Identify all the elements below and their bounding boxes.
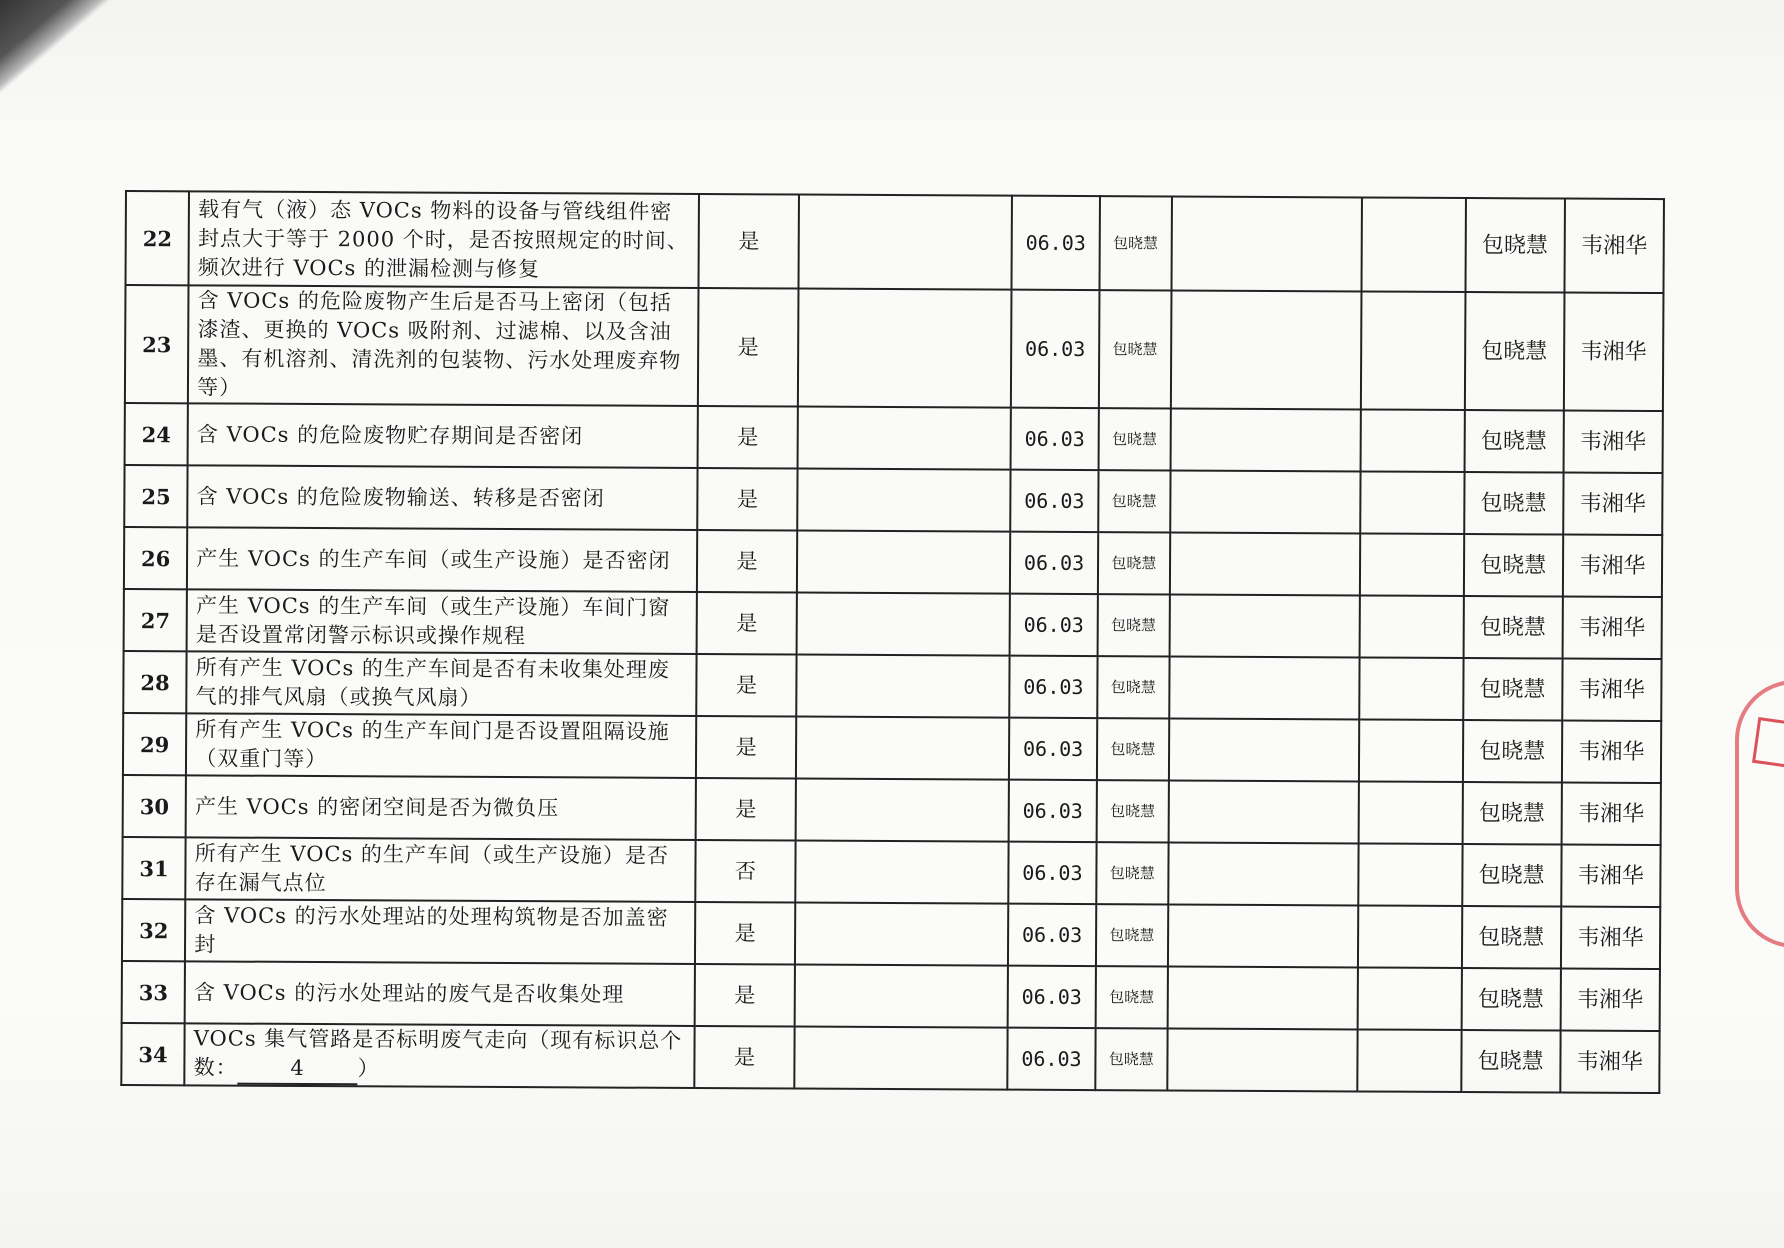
- reviewer-name: 韦湘华: [1563, 535, 1663, 598]
- check-date: 06.03: [1009, 842, 1097, 904]
- inspector-name: 包晓慧: [1462, 844, 1561, 907]
- remarks-cell: [796, 593, 1010, 656]
- check-date: 06.03: [1009, 718, 1097, 780]
- table-row: [123, 651, 1661, 721]
- signature-cell: 包晓慧: [1099, 196, 1172, 290]
- check-item: 产生 VOCs 的生产车间（或生产设施）是否密闭: [187, 527, 698, 592]
- signature-cell: 包晓慧: [1096, 904, 1168, 966]
- inspector-name: 包晓慧: [1464, 472, 1563, 535]
- remarks-cell: [797, 407, 1011, 470]
- check-item: [185, 1023, 696, 1088]
- check-date: 06.03: [1009, 780, 1097, 842]
- check-result: 是: [696, 778, 795, 841]
- remarks-cell: [797, 289, 1011, 408]
- page-corner-fold: [0, 0, 111, 120]
- check-result: 是: [695, 902, 794, 965]
- table-row: [122, 961, 1660, 1031]
- signature-cell: 包晓慧: [1096, 842, 1168, 904]
- blank-cell: [1170, 532, 1360, 595]
- inspector-name: 包晓慧: [1464, 292, 1564, 411]
- check-result: 是: [695, 1026, 794, 1089]
- blank-cell: [1168, 904, 1358, 967]
- check-item: 含 VOCs 的危险废物输送、转移是否密闭: [187, 465, 698, 530]
- table-row: [124, 527, 1662, 597]
- inspector-name: 包晓慧: [1463, 658, 1562, 721]
- row-number: 24: [125, 403, 189, 465]
- remarks-cell: [794, 965, 1008, 1028]
- row-number: 30: [123, 775, 187, 837]
- check-item: 所有产生 VOCs 的生产车间门是否设置阻隔设施（双重门等）: [186, 713, 697, 778]
- blank-cell: [1171, 290, 1361, 409]
- check-date: 06.03: [1010, 532, 1098, 594]
- blank-cell: [1358, 781, 1462, 844]
- reviewer-name: 韦湘华: [1564, 199, 1664, 294]
- blank-cell: [1357, 967, 1461, 1030]
- check-item: 所有产生 VOCs 的生产车间是否有未收集处理废气的排气风扇（或换气风扇）: [186, 651, 697, 716]
- reviewer-name: 韦湘华: [1561, 907, 1661, 970]
- remarks-cell: [796, 531, 1010, 594]
- signature-cell: 包晓慧: [1095, 966, 1167, 1028]
- row-number: 23: [125, 285, 189, 403]
- inspector-name: 包晓慧: [1462, 782, 1561, 845]
- blank-cell: [1170, 408, 1360, 471]
- remarks-cell: [794, 1027, 1008, 1090]
- row-number: 27: [124, 589, 188, 651]
- row-number: 32: [122, 899, 186, 961]
- blank-cell: [1357, 1029, 1461, 1092]
- check-item-prefix: VOCs 集气管路是否标明废气走向（现有标识总个数：: [193, 1026, 683, 1080]
- blank-cell: [1167, 1028, 1357, 1091]
- table-row: [126, 191, 1664, 293]
- reviewer-name: 韦湘华: [1563, 473, 1663, 536]
- signature-cell: 包晓慧: [1097, 594, 1169, 656]
- inspector-name: 包晓慧: [1462, 906, 1561, 969]
- blank-cell: [1168, 842, 1358, 905]
- table-row: [122, 899, 1660, 969]
- check-result: 是: [697, 530, 796, 593]
- inspection-table: [120, 190, 1665, 1094]
- reviewer-name: 韦湘华: [1560, 1031, 1660, 1094]
- reviewer-name: 韦湘华: [1562, 721, 1662, 784]
- check-result: 是: [697, 592, 796, 655]
- blank-cell: [1358, 843, 1462, 906]
- check-result: 是: [698, 406, 797, 469]
- check-result: 是: [696, 716, 795, 779]
- remarks-cell: [795, 903, 1009, 966]
- blank-cell: [1169, 718, 1359, 781]
- check-result: 否: [696, 840, 795, 903]
- blank-cell: [1361, 197, 1465, 292]
- signature-cell: 包晓慧: [1098, 532, 1170, 594]
- inspector-name: 包晓慧: [1463, 720, 1562, 783]
- signature-cell: 包晓慧: [1096, 780, 1168, 842]
- signature-cell: 包晓慧: [1098, 408, 1170, 470]
- signature-cell: 包晓慧: [1097, 718, 1169, 780]
- check-date: 06.03: [1011, 408, 1099, 470]
- table-row: [122, 837, 1660, 907]
- inspector-name: 包晓慧: [1464, 410, 1563, 473]
- reviewer-name: 韦湘华: [1561, 845, 1661, 908]
- row-number: 29: [123, 713, 187, 775]
- signature-cell: 包晓慧: [1097, 656, 1169, 718]
- table-row: [123, 713, 1661, 783]
- table-row: [125, 285, 1664, 411]
- remarks-cell: [796, 655, 1010, 718]
- blank-cell: [1359, 595, 1463, 658]
- check-date: 06.03: [1008, 904, 1096, 966]
- check-date: 06.03: [1010, 594, 1098, 656]
- row-number: 31: [122, 837, 186, 899]
- row-number: 28: [123, 651, 187, 713]
- inspector-name: 包晓慧: [1463, 596, 1562, 659]
- reviewer-name: 韦湘华: [1564, 293, 1664, 412]
- check-date: 06.03: [1010, 470, 1098, 532]
- check-result: 是: [695, 964, 794, 1027]
- check-date: 06.03: [1011, 290, 1099, 408]
- check-result: 是: [699, 194, 799, 289]
- blank-cell: [1170, 470, 1360, 533]
- blank-cell: [1360, 409, 1464, 472]
- red-seal-glyph: [1752, 717, 1784, 769]
- signature-cell: 包晓慧: [1098, 470, 1170, 532]
- row-number: 33: [122, 961, 186, 1023]
- check-item: 含 VOCs 的污水处理站的处理构筑物是否加盖密封: [185, 899, 696, 964]
- remarks-cell: [795, 779, 1009, 842]
- check-date: 06.03: [1012, 196, 1100, 290]
- reviewer-name: 韦湘华: [1563, 411, 1663, 474]
- blank-cell: [1168, 966, 1358, 1029]
- table-row: [124, 589, 1662, 659]
- remarks-cell: [797, 469, 1011, 532]
- row-number: 34: [121, 1023, 185, 1085]
- row-number: 22: [126, 191, 190, 285]
- blank-cell: [1171, 196, 1361, 291]
- reviewer-name: 韦湘华: [1562, 659, 1662, 722]
- remarks-cell: [798, 195, 1012, 290]
- check-item: 所有产生 VOCs 的生产车间（或生产设施）是否存在漏气点位: [186, 837, 697, 902]
- check-date: 06.03: [1008, 1028, 1096, 1090]
- remarks-cell: [796, 717, 1010, 780]
- reviewer-name: 韦湘华: [1560, 969, 1660, 1032]
- signature-cell: 包晓慧: [1099, 290, 1172, 408]
- check-item: 含 VOCs 的危险废物产生后是否马上密闭（包括漆渣、更换的 VOCs 吸附剂、过滤棉、以及含油墨、有机溶剂、清洗剂的包装物、污水处理废弃物等）: [188, 285, 699, 406]
- signature-cell: 包晓慧: [1095, 1028, 1167, 1090]
- table-row: [121, 1023, 1659, 1093]
- inspector-name: 包晓慧: [1461, 1030, 1560, 1093]
- check-item: 产生 VOCs 的生产车间（或生产设施）车间门窗是否设置常闭警示标识或操作规程: [187, 589, 698, 654]
- blank-cell: [1358, 905, 1462, 968]
- row-number: 25: [124, 465, 188, 527]
- blank-cell: [1169, 780, 1359, 843]
- check-item: 产生 VOCs 的密闭空间是否为微负压: [186, 775, 697, 840]
- blank-cell: [1169, 656, 1359, 719]
- check-item: 含 VOCs 的危险废物贮存期间是否密闭: [188, 403, 699, 468]
- marker-count-field: 4: [238, 1054, 358, 1086]
- blank-cell: [1359, 719, 1463, 782]
- check-item-suffix: ）: [357, 1056, 380, 1081]
- inspector-name: 包晓慧: [1465, 198, 1565, 293]
- check-result: 是: [697, 654, 796, 717]
- check-item: 载有气（液）态 VOCs 物料的设备与管线组件密封点大于等于 2000 个时，是否按照规定的时间、频次进行 VOCs 的泄漏检测与修复: [189, 191, 700, 288]
- row-number: 26: [124, 527, 188, 589]
- inspector-name: 包晓慧: [1461, 968, 1560, 1031]
- blank-cell: [1359, 657, 1463, 720]
- check-result: 是: [698, 288, 798, 407]
- inspector-name: 包晓慧: [1463, 534, 1562, 597]
- reviewer-name: 韦湘华: [1561, 783, 1661, 846]
- check-item: 含 VOCs 的污水处理站的废气是否收集处理: [185, 961, 696, 1026]
- check-date: 06.03: [1009, 656, 1097, 718]
- check-date: 06.03: [1008, 966, 1096, 1028]
- table-row: [123, 775, 1661, 845]
- check-result: 是: [698, 468, 797, 531]
- blank-cell: [1169, 594, 1359, 657]
- table-row: [124, 465, 1662, 535]
- blank-cell: [1361, 291, 1466, 410]
- remarks-cell: [795, 841, 1009, 904]
- blank-cell: [1360, 533, 1464, 596]
- reviewer-name: 韦湘华: [1562, 597, 1662, 660]
- blank-cell: [1360, 471, 1464, 534]
- table-row: [125, 403, 1663, 473]
